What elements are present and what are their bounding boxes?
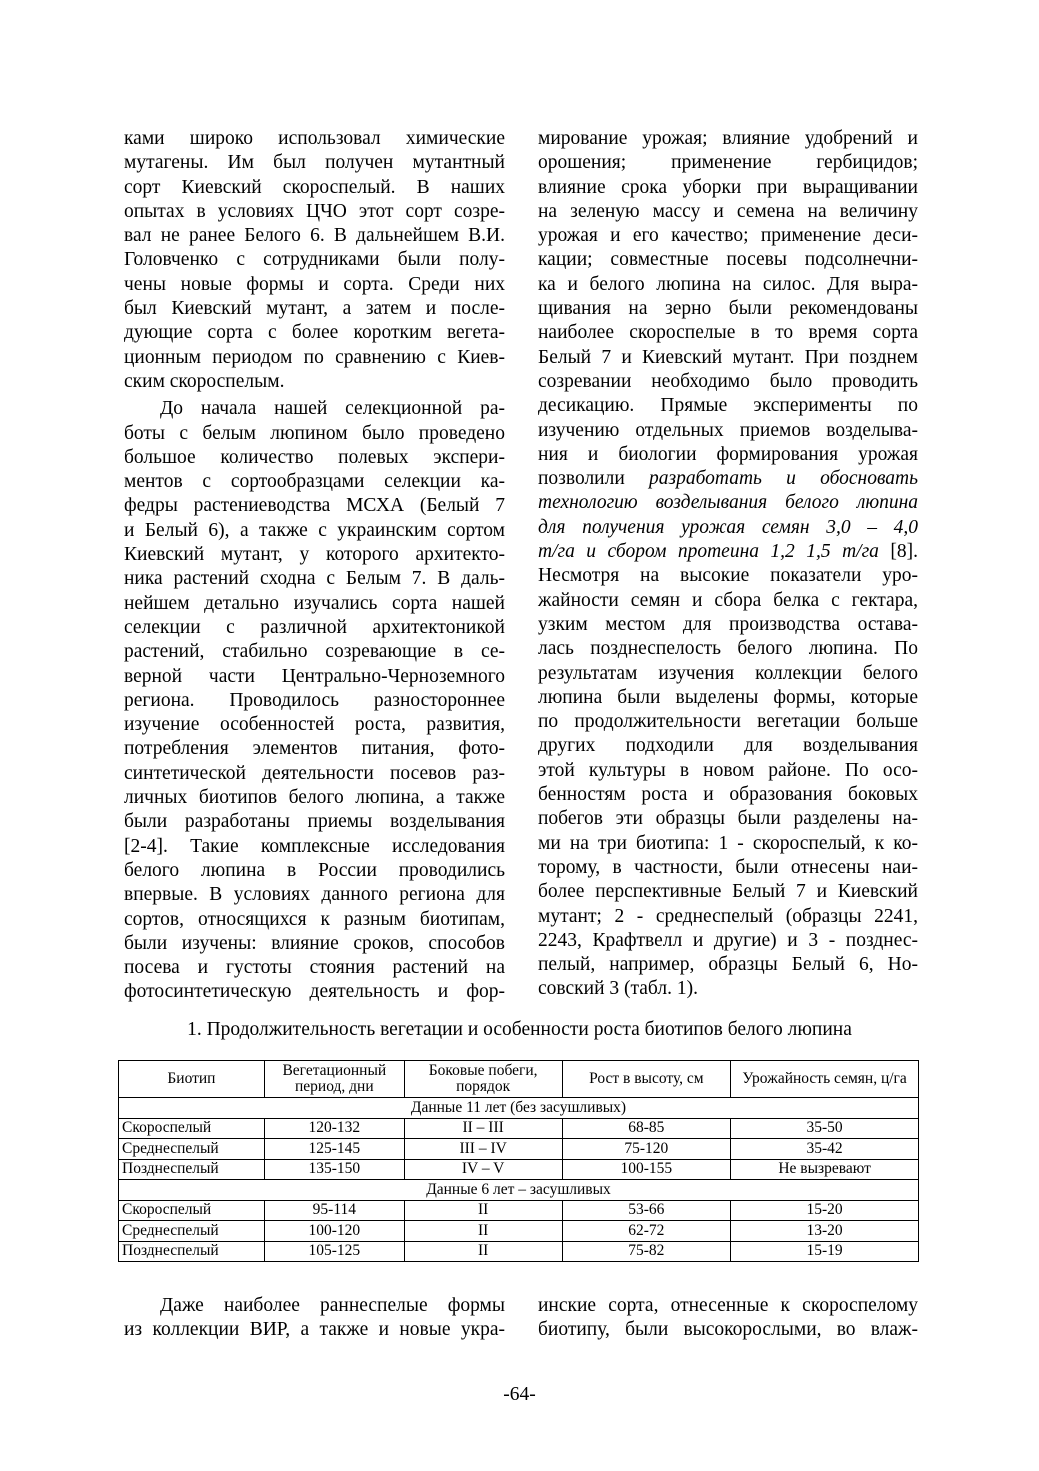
table-group-row <box>119 1098 919 1119</box>
text-line: торому, в частности, были отнесены наи- <box>538 856 918 878</box>
text-line: были изучены: влияние сроков, способов <box>124 932 505 954</box>
text-line: верной части Центрально-Черноземного <box>124 665 505 687</box>
left-paragraph-1 <box>124 127 505 394</box>
table-cell: 100-155 <box>562 1159 731 1180</box>
text-line: были разработаны приемы возделывания <box>124 811 505 833</box>
text-line: Киевский мутант, у которого архитекто- <box>124 544 505 566</box>
table-cell: II <box>404 1200 562 1221</box>
text-line: на зеленую массу и семена на величину <box>538 200 918 222</box>
table-row <box>119 1200 919 1221</box>
text-line: изучение особенностей роста, развития, <box>124 714 505 736</box>
text-line: мутагены. Им был получен мутантный <box>124 152 505 174</box>
table-cell: 15-20 <box>731 1200 919 1221</box>
table-cell: Среднеспелый <box>119 1221 265 1242</box>
text-line: других подходили для возделывания <box>538 735 918 757</box>
header-height: Рост в высоту, см <box>562 1061 731 1098</box>
table-cell: 95-114 <box>264 1200 404 1221</box>
table-cell: Позднеспелый <box>119 1159 265 1180</box>
table-cell: 68-85 <box>562 1118 731 1139</box>
text-line: биотипу, были высокорослыми, во влаж- <box>538 1319 918 1341</box>
text-line: изучению отдельных приемов возделыва- <box>538 419 918 441</box>
group-label: Данные 11 лет (без засушливых) <box>119 1098 919 1119</box>
table-cell: IV – V <box>404 1159 562 1180</box>
header-yield: Урожайность семян, ц/га <box>731 1061 919 1098</box>
text-line: кации; совместные посевы подсолнечни- <box>538 249 918 271</box>
text-line: из коллекции ВИР, а также и новые укра- <box>124 1319 505 1341</box>
table-cell: Скороспелый <box>119 1200 265 1221</box>
table-cell: II <box>404 1241 562 1262</box>
table-cell: 105-125 <box>264 1241 404 1262</box>
text-line: этой культуры в новом районе. По осо- <box>538 759 918 781</box>
table-row <box>119 1139 919 1160</box>
text-line: большое количество полевых экспери- <box>124 446 505 468</box>
text-line: побегов эти образцы были разделены на- <box>538 808 918 830</box>
text-line: результатам изучения коллекции белого <box>538 662 918 684</box>
text-line: ния и биологии формирования урожая <box>538 443 918 465</box>
text-line: ментов с сортообразцами селекции ка- <box>124 471 505 493</box>
text-line: наиболее скороспелые в то время сорта <box>538 322 918 344</box>
table-cell: 135-150 <box>264 1159 404 1180</box>
table-cell: 53-66 <box>562 1200 731 1221</box>
text-line: фотосинтетическую деятельность и фор- <box>124 981 505 1003</box>
right-paragraph-end <box>538 564 918 1001</box>
text-line: мутант; 2 - среднеспелый (образцы 2241, <box>538 905 918 927</box>
table-cell: 15-19 <box>731 1241 919 1262</box>
biotype-table <box>118 1060 919 1262</box>
text-line: До начала нашей селекционной ра- <box>160 398 505 420</box>
text-line: впервые. В условиях данного региона для <box>124 884 505 906</box>
left-column <box>124 127 505 1005</box>
table-row <box>119 1118 919 1139</box>
table-cell: II – III <box>404 1118 562 1139</box>
text-line: был Киевский мутант, а затем и после- <box>124 298 505 320</box>
text-line: совский 3 (табл. 1). <box>538 978 698 1000</box>
table-cell: Позднеспелый <box>119 1241 265 1262</box>
header-side-shoots: Боковые побеги, порядок <box>404 1061 562 1098</box>
text-line: инские сорта, отнесенные к скороспелому <box>538 1295 918 1316</box>
table-row <box>119 1221 919 1242</box>
text-line: влияние срока уборки при выращивании <box>538 176 918 198</box>
text-line: федры растениеводства МСХА (Белый 7 <box>124 495 505 517</box>
table-cell: 100-120 <box>264 1221 404 1242</box>
text-line: щивания на зерно были рекомендованы <box>538 298 918 320</box>
bottom-left-paragraph <box>124 1294 505 1343</box>
text-line: созревании необходимо было проводить <box>538 370 918 392</box>
text-line: люпина были выделены формы, которые <box>538 686 918 708</box>
table-row <box>119 1241 919 1262</box>
page-number: -64- <box>503 1384 536 1405</box>
text-line: растений, стабильно созревающие в се- <box>124 641 505 663</box>
text-line: ским скороспелым. <box>124 370 285 392</box>
table-cell: Не вызревают <box>731 1159 919 1180</box>
table-cell: 13-20 <box>731 1221 919 1242</box>
text-line: для получения урожая семян 3,0 – 4,0 <box>538 516 918 538</box>
text-line: по продолжительности вегетации больше <box>538 711 918 733</box>
right-mixed-line <box>538 467 918 491</box>
text-line: синтетической деятельности посевов раз- <box>124 762 505 784</box>
text-line: и Белый 6), а также с украинским сортом <box>124 519 505 541</box>
bottom-right-column <box>538 1294 918 1343</box>
text-line: технологию возделывания белого люпина <box>538 492 918 514</box>
table-cell: 35-50 <box>731 1118 919 1139</box>
right-italic-end-line <box>538 540 918 564</box>
table-cell: II <box>404 1221 562 1242</box>
right-mixed-plain: позволили <box>538 468 649 490</box>
text-line: дующие сорта с более коротким вегета- <box>124 322 505 344</box>
left-paragraph-2 <box>124 397 505 1004</box>
text-line: лась позднеспелость белого люпина. По <box>538 638 918 660</box>
text-line: 2243, Крафтвелл и другие) и 3 - позднес- <box>538 929 918 951</box>
text-line: боты с белым люпином было проведено <box>124 422 505 444</box>
right-reference: [8]. <box>878 541 918 563</box>
text-line: сорт Киевский скороспелый. В наших <box>124 176 505 198</box>
text-line: опытах в условиях ЦЧО этот сорт созре- <box>124 200 505 222</box>
table-cell: 75-120 <box>562 1139 731 1160</box>
text-line: узким местом для производства остава- <box>538 613 918 635</box>
text-line: ка и белого люпина на силос. Для выра- <box>538 273 918 295</box>
text-line: личных биотипов белого люпина, а также <box>124 787 505 809</box>
text-line: [2-4]. Такие комплексные исследования <box>124 835 505 857</box>
group-label: Данные 6 лет – засушливых <box>119 1180 919 1201</box>
text-line: жайности семян и сбора белка с гектара, <box>538 589 918 611</box>
right-italic-end: т/га и сбором протеина 1,2 1,5 т/га <box>538 541 879 563</box>
header-biotype: Биотип <box>119 1061 265 1098</box>
text-line: сортов, относящихся к разным биотипам, <box>124 908 505 930</box>
text-line: нейшем детально изучались сорта нашей <box>124 592 505 614</box>
text-line: Несмотря на высокие показатели уро- <box>538 565 918 587</box>
text-line: селекции с различной архитектоникой <box>124 616 505 638</box>
table-cell: III – IV <box>404 1139 562 1160</box>
table-cell: 120-132 <box>264 1118 404 1139</box>
text-line: Даже наиболее раннеспелые формы <box>160 1295 505 1316</box>
text-line: ками широко использовал химические <box>124 128 505 149</box>
table-caption: 1. Продолжительность вегетации и особенности роста биотипов белого люпина <box>187 1019 852 1040</box>
text-line: чены новые формы и сорта. Среди них <box>124 273 505 295</box>
table-row <box>119 1159 919 1180</box>
text-line: Белый 7 и Киевский мутант. При позднем <box>538 346 918 368</box>
text-line: пелый, например, образцы Белый 6, Но- <box>538 954 918 976</box>
text-line: орошения; применение гербицидов; <box>538 152 918 174</box>
table-header-row <box>119 1061 919 1098</box>
right-paragraph-start <box>538 127 918 467</box>
table-cell: 35-42 <box>731 1139 919 1160</box>
header-vegetation-period: Вегетационный период, дни <box>264 1061 404 1098</box>
table-cell: 75-82 <box>562 1241 731 1262</box>
text-line: мирование урожая; влияние удобрений и <box>538 128 918 149</box>
table-cell: 125-145 <box>264 1139 404 1160</box>
table-cell: Среднеспелый <box>119 1139 265 1160</box>
bottom-right-paragraph <box>538 1294 918 1343</box>
bottom-left-column <box>124 1294 505 1343</box>
text-line: десикацию. Прямые эксперименты по <box>538 395 918 417</box>
text-line: ми на три биотипа: 1 - скороспелый, к ко- <box>538 832 918 854</box>
text-line: ционным периодом по сравнению с Киев- <box>124 346 505 368</box>
table-cell: 62-72 <box>562 1221 731 1242</box>
table-body <box>119 1098 919 1262</box>
text-line: более перспективные Белый 7 и Киевский <box>538 881 918 903</box>
right-italic-lines <box>538 491 918 540</box>
table-group-row <box>119 1180 919 1201</box>
text-line: потребления элементов питания, фото- <box>124 738 505 760</box>
text-line: посева и густоты стояния растений на <box>124 957 505 979</box>
text-line: бенностям роста и образования боковых <box>538 784 918 806</box>
text-line: региона. Проводилось разностороннее <box>124 689 505 711</box>
text-line: белого люпина в России проводились <box>124 859 505 881</box>
right-column <box>538 127 918 1002</box>
text-line: ника растений сходна с Белым 7. В даль- <box>124 568 505 590</box>
text-line: Головченко с сотрудниками были полу- <box>124 249 505 271</box>
right-mixed-italic: разработать и обосновать <box>649 468 918 490</box>
text-line: вал не ранее Белого 6. В дальнейшем В.И. <box>124 225 505 247</box>
table-cell: Скороспелый <box>119 1118 265 1139</box>
text-line: урожая и его качество; применение деси- <box>538 225 918 247</box>
